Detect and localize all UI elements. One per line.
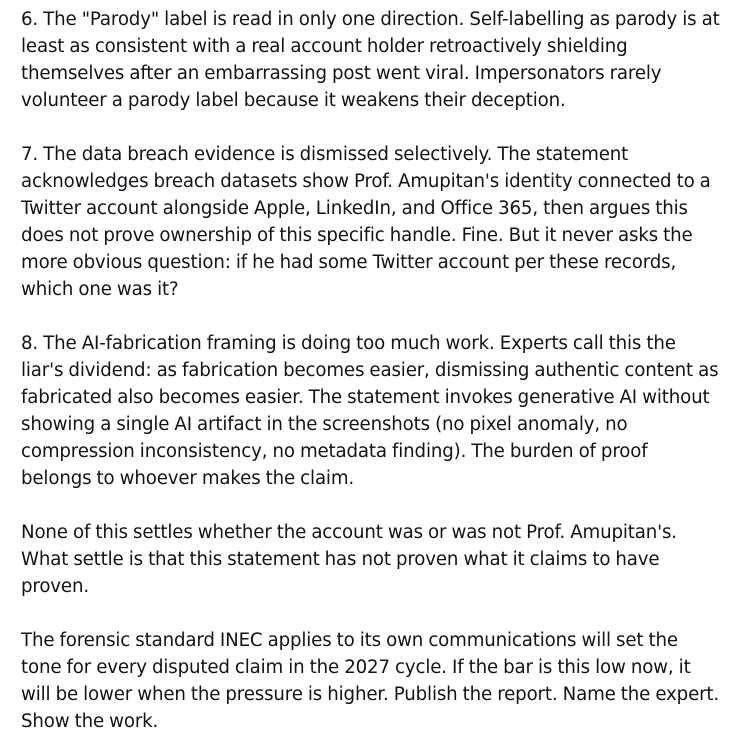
paragraph-conclusion: None of this settles whether the account was or was not Prof. Amupitan's. What settle is that this statement has not proven what it claims to have proven. (21, 522, 677, 597)
paragraph-point-8: 8. The AI-fabrication framing is doing too much work. Experts call this the liar's dividend: as fabrication becomes easier, dismissing authentic content as fabricated also becomes easier. The statement invokes generative AI without showing a single AI artifact in the screenshots (no pixel anomaly, no compression inconsistency, no metadata finding). The burden of proof belongs to whoever makes the claim. (21, 333, 719, 489)
paragraph-point-7: 7. The data breach evidence is dismissed selectively. The statement acknowledges breach datasets show Prof. Amupitan's identity connected to a Twitter account alongside Apple, LinkedIn, and Office 365, then argues this does not prove ownership of this specific handle. Fine. But it never asks the more obvious question: if he had some Twitter account per these records, which one was it? (21, 144, 711, 300)
post-body (21, 6, 721, 735)
paragraph-point-6: 6. The "Parody" label is read in only one direction. Self-labelling as parody is at least as consistent with a real account holder retroactively shielding themselves after an embarrassing post went viral. Impersonators rarely volunteer a parody label because it weakens their deception. (21, 9, 720, 111)
paragraph-closing: The forensic standard INEC applies to its own communications will set the tone for every disputed claim in the 2027 cycle. If the bar is this low now, it will be lower when the pressure is higher. Publish the report. Name the expert. Show the work. (21, 630, 720, 732)
